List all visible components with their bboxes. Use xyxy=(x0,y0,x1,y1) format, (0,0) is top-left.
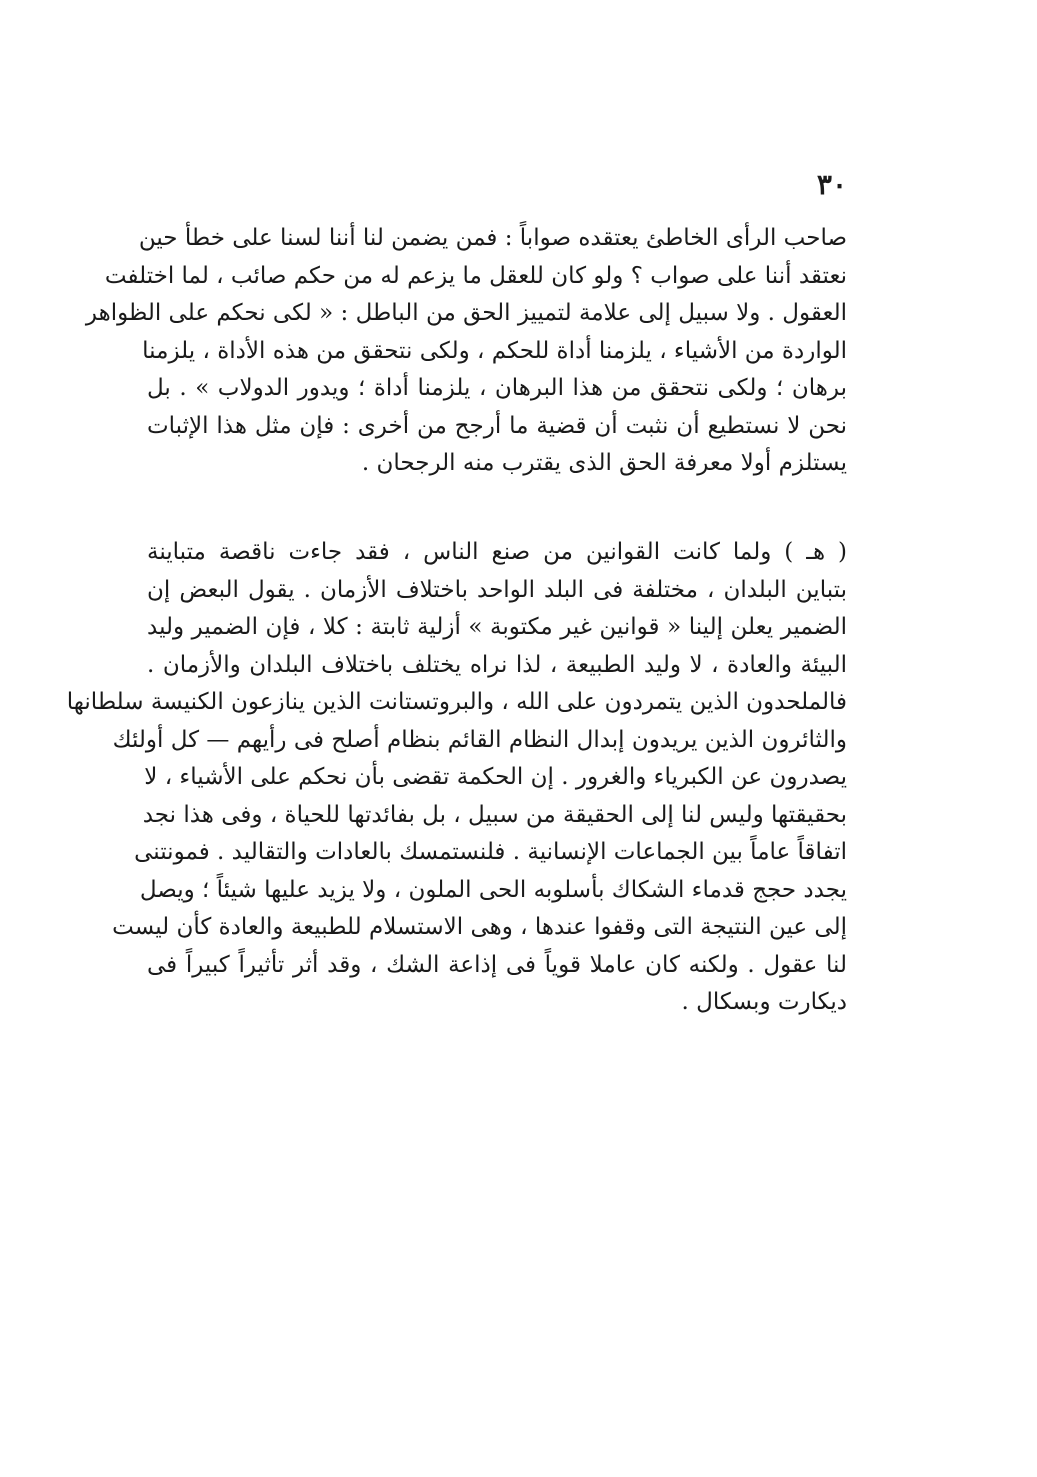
text-line: لنا عقول . ولكنه كان عاملا قوياً فى إذاعة الشك ، وقد أثر تأثيراً كبيراً فى xyxy=(147,951,847,978)
text-line: بحقيقتها وليس لنا إلى الحقيقة من سبيل ، بل بفائدتها للحياة ، وفى هذا نجد xyxy=(142,801,847,828)
text-line: يصدرون عن الكبرياء والغرور . إن الحكمة تقضى بأن نحكم على الأشياء ، لا xyxy=(144,764,847,790)
text-line: نعتقد أننا على صواب ؟ ولو كان للعقل ما يزعم له من حكم صائب ، لما اختلفت xyxy=(104,262,847,289)
text-line: يستلزم أولا معرفة الحق الذى يقترب منه الرجحان . xyxy=(361,450,847,476)
text-line: صاحب الرأى الخاطئ يعتقده صواباً : فمن يضمن لنا أننا لسنا على خطأ حين xyxy=(138,225,847,251)
paragraph-2 xyxy=(66,534,847,1022)
text-line: ديكارت وبسكال . xyxy=(681,989,847,1015)
text-line: الضمير يعلن إلينا « قوانين غير مكتوبة » أزلية ثابتة : كلا ، فإن الضمير وليد xyxy=(147,614,847,640)
paragraph-1 xyxy=(85,220,847,483)
text-line: يجدد حجج قدماء الشكاك بأسلوبه الحى الملون ، ولا يزيد عليها شيئاً ؛ ويصل xyxy=(139,876,847,903)
text-line: بتباين البلدان ، مختلفة فى البلد الواحد باختلاف الأزمان . يقول البعض إن xyxy=(147,576,847,603)
text-line: نحن لا نستطيع أن نثبت أن قضية ما أرجح من أخرى : فإن مثل هذا الإثبات xyxy=(147,412,847,439)
text-line: ( هـ ) ولما كانت القوانين من صنع الناس ، فقد جاءت ناقصة متباينة xyxy=(147,539,847,565)
text-line: والثائرون الذين يريدون إبدال النظام القائم بنظام أصلح فى رأيهم — كل أولئك xyxy=(112,726,847,753)
text-line: برهان ؛ ولكى نتحقق من هذا البرهان ، يلزمنا أداة ؛ ويدور الدولاب » . بل xyxy=(147,375,847,401)
text-line: العقول . ولا سبيل إلى علامة لتمييز الحق من الباطل : « لكى نحكم على الظواهر xyxy=(85,300,847,326)
text-line: إلى عين النتيجة التى وقفوا عندها ، وهى الاستسلام للطبيعة والعادة كأن ليست xyxy=(112,914,847,940)
text-line: فالملحدون الذين يتمردون على الله ، والبروتستانت الذين ينازعون الكنيسة سلطانها xyxy=(66,689,847,715)
text-line: اتفاقاً عاماً بين الجماعات الإنسانية . فلنستمسك بالعادات والتقاليد . فمونتنى xyxy=(134,839,847,865)
text-line: البيئة والعادة ، لا وليد الطبيعة ، لذا نراه يختلف باختلاف البلدان والأزمان . xyxy=(147,651,847,678)
text-line: الواردة من الأشياء ، يلزمنا أداة للحكم ، ولكى نتحقق من هذه الأداة ، يلزمنا xyxy=(142,337,847,364)
page-number: ٣٠ xyxy=(816,168,847,201)
